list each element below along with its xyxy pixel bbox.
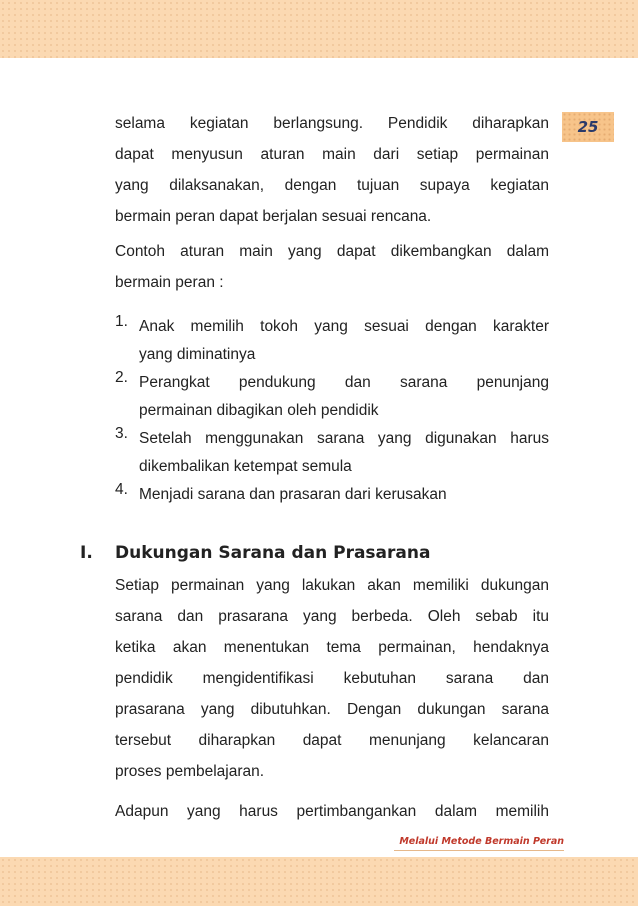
text-line: yang dilaksanakan, dengan tujuan supaya kegiatan (115, 177, 549, 194)
list-item (115, 313, 549, 369)
text-line: tersebut diharapkan dapat menunjang kelancaran (115, 732, 549, 749)
list-item-text: Setelah menggunakan sarana yang digunakan harus (139, 430, 549, 447)
section-heading (80, 543, 430, 563)
section-letter: I. (80, 543, 93, 563)
list-number: 3. (115, 425, 128, 442)
list-item-text: Menjadi sarana dan prasaran dari kerusakan (139, 486, 447, 503)
footer-title: Melalui Metode Bermain Peran (399, 836, 564, 847)
list-item (115, 369, 549, 425)
paragraph-1 (115, 108, 549, 232)
list-item (115, 481, 549, 509)
text-line: bermain peran : (115, 274, 224, 291)
text-line: sarana dan prasarana yang berbeda. Oleh sebab itu (115, 608, 549, 625)
list-item-text: Anak memilih tokoh yang sesuai dengan karakter (139, 318, 549, 335)
header-band (0, 0, 638, 58)
list-item-text: Perangkat pendukung dan sarana penunjang (139, 374, 549, 391)
text-line: selama kegiatan berlangsung. Pendidik diharapkan (115, 115, 549, 132)
text-line: Adapun yang harus pertimbangankan dalam memilih (115, 803, 549, 820)
text-line: proses pembelajaran. (115, 763, 265, 780)
text-line: bermain peran dapat berjalan sesuai rencana. (115, 208, 432, 225)
paragraph-4 (115, 796, 549, 827)
rules-list (115, 313, 549, 509)
list-number: 2. (115, 369, 128, 386)
footer-band (0, 857, 638, 906)
text-line: ketika akan menentukan tema permainan, hendaknya (115, 639, 549, 656)
paragraph-3 (115, 570, 549, 787)
list-number: 4. (115, 481, 128, 498)
list-item-text: yang diminatinya (139, 346, 256, 363)
list-item-text: permainan dibagikan oleh pendidik (139, 402, 379, 419)
footer-divider (394, 850, 564, 851)
text-line: prasarana yang dibutuhkan. Dengan dukungan sarana (115, 701, 549, 718)
text-line: Setiap permainan yang lakukan akan memiliki dukungan (115, 577, 549, 594)
paragraph-2 (115, 236, 549, 298)
text-line: Contoh aturan main yang dapat dikembangkan dalam (115, 243, 549, 260)
section-title: Dukungan Sarana dan Prasarana (115, 543, 431, 563)
list-item (115, 425, 549, 481)
list-number: 1. (115, 313, 128, 330)
page-number-badge: 25 (562, 112, 614, 142)
list-item-text: dikembalikan ketempat semula (139, 458, 352, 475)
text-line: pendidik mengidentifikasi kebutuhan sarana dan (115, 670, 549, 687)
text-line: dapat menyusun aturan main dari setiap permainan (115, 146, 549, 163)
